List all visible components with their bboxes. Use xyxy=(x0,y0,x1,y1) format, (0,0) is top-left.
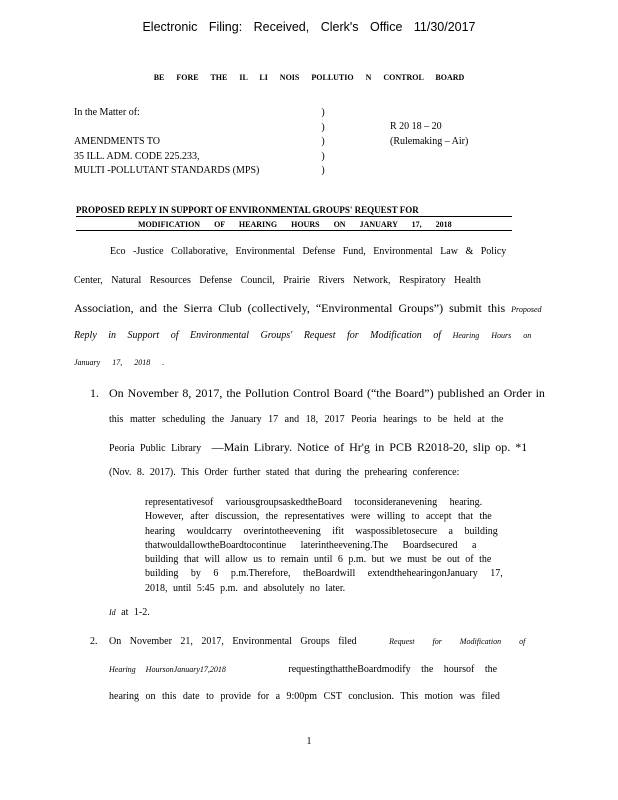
intro-line xyxy=(74,330,531,341)
para1-text: —Main Library. Notice of Hr'g in PCB R2018-20, slip op. *1 xyxy=(211,440,528,454)
citation xyxy=(109,607,150,618)
intro-line: Center, Natural Resources Defense Council, Prairie Rivers Network, Respiratory Health xyxy=(74,275,481,286)
citation-pages: at 1-2. xyxy=(121,607,150,618)
block-quote xyxy=(145,496,517,596)
para2-italic: Hearing HoursonJanuary17,2018 xyxy=(109,665,226,674)
board-title: BE FORE THE IL LI NOIS POLLUTIO N CONTROL BOARD xyxy=(153,73,465,82)
para1-line: (Nov. 8. 2017). This Order further stated that during the prehearing conference: xyxy=(109,467,460,478)
quote-line: 2018, until 5:45 p.m. and absolutely no later. xyxy=(145,582,346,594)
caption-right xyxy=(390,120,468,149)
para1-text: Peoria Public Library xyxy=(109,443,202,454)
paren: ) xyxy=(321,121,325,133)
docket-number: R 20 18 – 20 xyxy=(390,121,442,132)
intro-italic: Proposed xyxy=(511,305,542,314)
document-title-line-1: PROPOSED REPLY IN SUPPORT OF ENVIRONMENTAL GROUPS' REQUEST FOR xyxy=(76,205,419,215)
para2-line xyxy=(109,636,525,647)
caption-line xyxy=(74,121,259,136)
document-title-line-2: MODIFICATION OF HEARING HOURS ON JANUARY 17, 2018 xyxy=(138,220,452,229)
para2-text: requestingthattheBoardmodify the hoursof the xyxy=(288,664,498,675)
para1-line: On November 8, 2017, the Pollution Control Board (“the Board”) published an Order in xyxy=(109,386,545,400)
caption-line: In the Matter of: xyxy=(74,107,140,118)
para2-text: On November 21, 2017, Environmental Groups filed xyxy=(109,636,357,647)
filing-stamp-header: Electronic Filing: Received, Clerk's Office 11/30/2017 xyxy=(142,20,476,34)
quote-line: representativesof variousgroupsaskedtheBoard toconsideranevening hearing. xyxy=(145,497,483,508)
rulemaking-type: (Rulemaking – Air) xyxy=(390,135,469,147)
intro-line: January 17, 2018 . xyxy=(74,358,165,367)
intro-text: Association, and the Sierra Club (collectively, “Environmental Groups”) submit this xyxy=(74,301,506,315)
para-number: 1. xyxy=(90,386,99,400)
quote-line: building by 6 p.m.Therefore, theBoardwill extendthehearingonJanuary 17, xyxy=(145,568,503,580)
para-number: 2. xyxy=(90,636,98,647)
quote-line: thatwouldallowtheBoardtocontinue laterintheevening.The Boardsecured a xyxy=(145,539,477,551)
title-underline-1 xyxy=(76,216,512,217)
quote-line: building that will allow us to remain until 6 p.m. but we must be out of the xyxy=(145,554,492,566)
para1-line xyxy=(109,440,527,455)
citation-id: Id xyxy=(109,608,116,617)
intro-line: Eco -Justice Collaborative, Environmental Defense Fund, Environmental Law & Policy xyxy=(110,246,507,257)
para2-line: hearing on this date to provide for a 9:00pm CST conclusion. This motion was filed xyxy=(109,691,500,702)
para2-line xyxy=(109,664,497,675)
caption-parens xyxy=(318,106,328,179)
page-number: 1 xyxy=(306,736,312,747)
intro-italic: Reply in Support of Environmental Groups' Request for Modification of xyxy=(74,330,442,341)
caption-line: AMENDMENTS TO xyxy=(74,136,161,147)
caption-left xyxy=(74,106,259,179)
paren: ) xyxy=(321,136,325,147)
title-underline-2 xyxy=(76,230,512,231)
caption-line: 35 ILL. ADM. CODE 225.233, xyxy=(74,150,200,162)
paren: ) xyxy=(321,107,325,118)
caption-line: MULTI -POLLUTANT STANDARDS (MPS) xyxy=(74,165,260,176)
quote-line: However, after discussion, the representatives were willing to accept that the xyxy=(145,511,492,523)
intro-italic: Hearing Hours on xyxy=(452,331,532,340)
quote-line: hearing wouldcarry overintotheevening ifit waspossibletosecure a building xyxy=(145,525,498,537)
intro-line xyxy=(74,301,542,316)
para2-italic: Request for Modification of xyxy=(389,637,526,646)
paren: ) xyxy=(321,165,325,176)
paren: ) xyxy=(321,150,325,162)
para1-line: this matter scheduling the January 17 and 18, 2017 Peoria hearings to be held at the xyxy=(109,414,504,425)
